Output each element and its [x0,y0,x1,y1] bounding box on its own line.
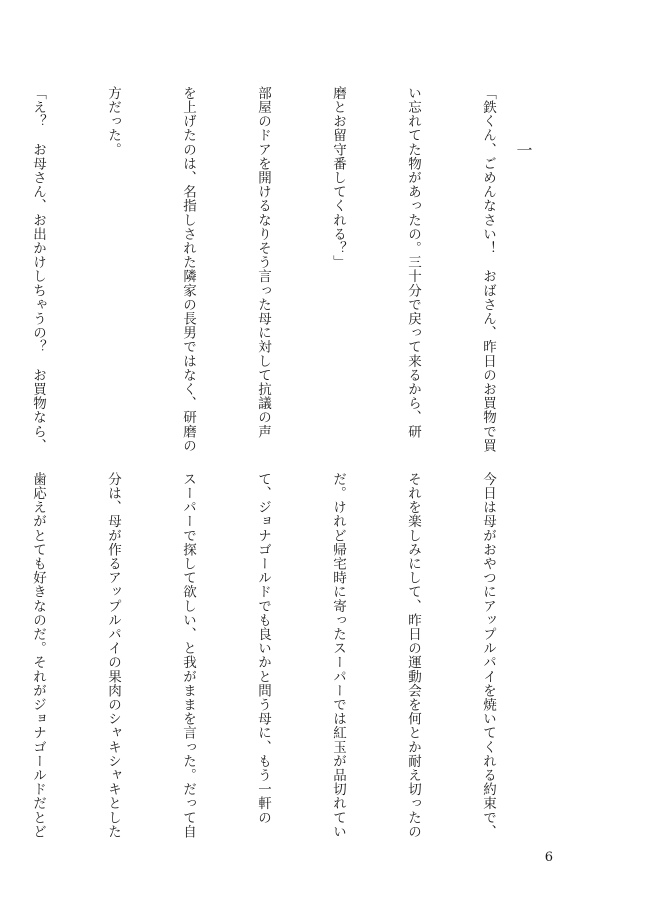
text-line: 磨とお留守番してくれる？」 [330,86,346,270]
text-line: 「鉄くん、ごめんなさい！ おばさん、昨日のお買物で買 [480,86,496,453]
text-line: 部屋のドアを開けるなりそう言った母に対して抗議の声 [255,86,271,439]
text-line: 歯応えがとても好きなのだ。それがジョナゴールドだとど [30,472,46,839]
page-number: 6 [544,850,553,865]
text-line: 「え？ お母さん、お出かけしちゃうの？ お買物なら、 [30,86,46,453]
text-block-top [0,86,550,453]
text-line: 今日は母がおやつにアップルパイを焼いてくれる約束で、 [480,472,496,839]
text-line: て、ジョナゴールドでも良いかと問う母に、もう一軒の [255,472,271,825]
text-line: い忘れてた物があったの。三十分で戻って来るから、研 [405,86,421,439]
chapter-mark: 一 [514,142,533,158]
text-line: スーパーで探して欲しい、と我がままを言った。だって自 [180,472,196,839]
text-line: を上げたのは、名指しされた隣家の長男ではなく、研磨の [180,86,196,453]
text-line: 分は、母が作るアップルパイの果肉のシャキシャキとした [105,472,121,839]
text-line: それを楽しみにして、昨日の運動会を何とか耐え切ったの [405,472,421,839]
text-block-bottom [0,472,550,839]
text-line: だ。けれど帰宅時に寄ったスーパーでは紅玉が品切れてい [330,472,346,839]
text-line: 方だった。 [105,86,121,157]
